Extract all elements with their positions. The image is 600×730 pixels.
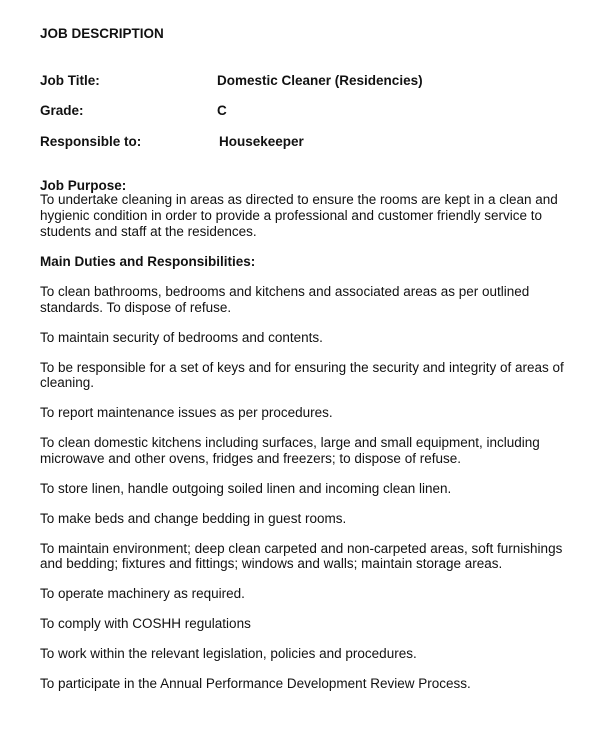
duty-item: To comply with COSHH regulations (40, 616, 251, 631)
responsible-to-value: Housekeeper (219, 134, 304, 149)
duty-item: To participate in the Annual Performance Development Review Process. (40, 676, 471, 691)
duty-item: To store linen, handle outgoing soiled linen and incoming clean linen. (40, 480, 452, 496)
duty-item: To make beds and change bedding in guest rooms. (40, 510, 347, 526)
duty-item: To clean domestic kitchens including surfaces, large and small equipment, including microwave and other ovens, fridges and freezers; to dispose of refuse. (40, 435, 540, 466)
main-duties-heading: Main Duties and Responsibilities: (40, 254, 256, 269)
duty-item: To maintain security of bedrooms and contents. (40, 329, 323, 345)
job-purpose-heading: Job Purpose: (40, 178, 127, 193)
job-title-label: Job Title: (40, 73, 100, 88)
duty-item: To maintain environment; deep clean carpeted and non-carpeted areas, soft furnishings and bedding; fixtures and fittings; windows and walls; maintain storage areas. (40, 540, 563, 571)
responsible-to-label: Responsible to: (40, 134, 142, 149)
job-title-value: Domestic Cleaner (Residencies) (217, 73, 423, 88)
duty-item: To work within the relevant legislation, policies and procedures. (40, 646, 417, 661)
duty-item: To be responsible for a set of keys and for ensuring the security and integrity of areas of cleaning. (40, 359, 564, 390)
grade-value: C (217, 103, 227, 118)
job-purpose-text: To undertake cleaning in areas as directed to ensure the rooms are kept in a clean and hygienic condition in order to provide a professional and customer friendly service to students and staff at the residences. (40, 192, 558, 239)
duty-item: To clean bathrooms, bedrooms and kitchens and associated areas as per outlined standards. To dispose of refuse. (40, 284, 530, 315)
document-title: JOB DESCRIPTION (40, 26, 164, 41)
grade-label: Grade: (40, 103, 84, 118)
duty-item: To report maintenance issues as per procedures. (40, 405, 333, 420)
duties-list (40, 284, 580, 706)
duty-item: To operate machinery as required. (40, 586, 245, 601)
